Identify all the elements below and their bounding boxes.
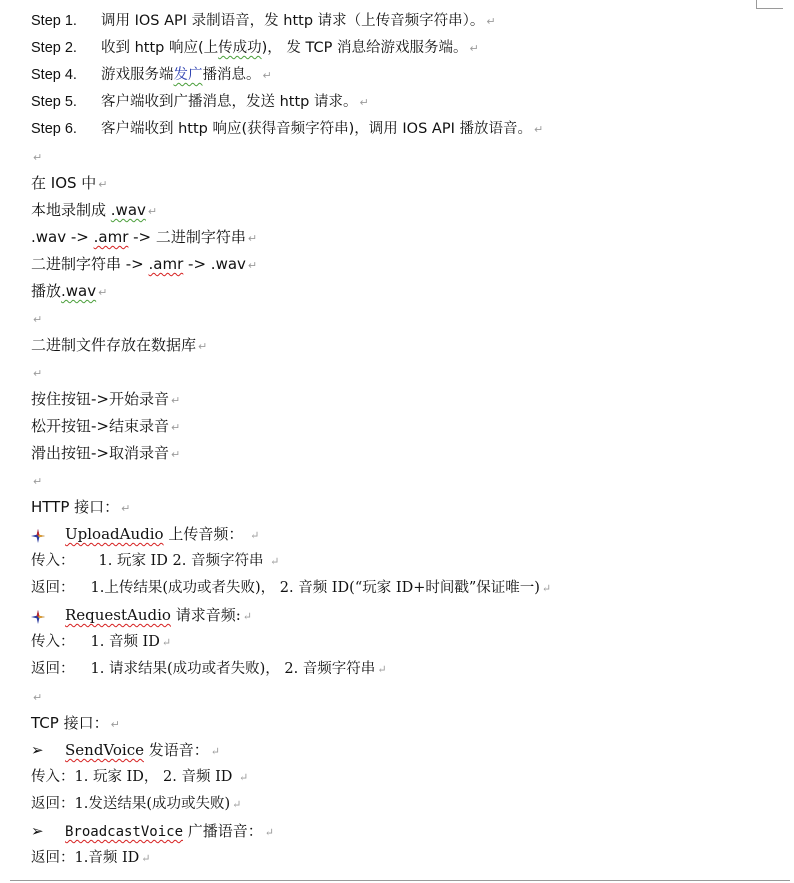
empty-paragraph xyxy=(31,683,791,710)
ios-play-line xyxy=(31,278,791,305)
step-text: 调用 IOS API 录制语音，发 http 请求（上传音频字符串）。 xyxy=(101,13,485,29)
step-text: 收到 http 响应(上 xyxy=(101,40,219,56)
broadcast-output-text: 返回：1.音频 ID xyxy=(31,850,140,866)
paragraph-mark-icon: ↵ xyxy=(147,205,158,218)
request-output-line xyxy=(31,656,791,683)
tcp-title xyxy=(31,710,791,737)
step-text: 游戏服务端 xyxy=(101,67,174,83)
paragraph-mark-icon: ↵ xyxy=(541,582,552,595)
paragraph-mark-icon: ↵ xyxy=(33,475,43,488)
paragraph-mark-icon: ↵ xyxy=(486,15,496,28)
step-number: Step 1. xyxy=(31,13,77,29)
step-number: Step 2. xyxy=(31,40,77,56)
send-voice-name: SendVoice xyxy=(65,741,144,759)
button-behavior-3 xyxy=(31,440,791,467)
paragraph-mark-icon: ↵ xyxy=(247,259,258,272)
step-line-5 xyxy=(31,89,791,116)
http-title-text: HTTP 接口： xyxy=(31,498,120,516)
paragraph-mark-icon: ↵ xyxy=(247,232,258,245)
paragraph-mark-icon: ↵ xyxy=(33,367,43,380)
paragraph-mark-icon: ↵ xyxy=(239,771,249,784)
arrowhead-bullet-icon: ➢ xyxy=(31,741,44,759)
tcp-broadcast-heading xyxy=(31,818,791,845)
paragraph-mark-icon: ↵ xyxy=(262,69,272,82)
paragraph-mark-icon: ↵ xyxy=(250,529,260,542)
send-input-line xyxy=(31,764,791,791)
tcp-send-heading xyxy=(31,737,791,764)
output-label: 返回： xyxy=(31,580,75,596)
ios-record-ext: .wav xyxy=(110,201,146,219)
upload-audio-desc: 上传音频： xyxy=(163,525,249,543)
ios-convert-text: 二进制字符串 -> xyxy=(31,255,149,273)
document-body[interactable] xyxy=(31,8,791,872)
ios-convert-amr: .amr xyxy=(148,255,184,273)
paragraph-mark-icon: ↵ xyxy=(469,42,479,55)
upload-output-line xyxy=(31,575,791,602)
http-upload-heading xyxy=(31,521,791,548)
ios-convert-line-2 xyxy=(31,251,791,278)
request-audio-desc: 请求音频: xyxy=(170,606,241,624)
paragraph-mark-icon: ↵ xyxy=(242,610,253,623)
step-text: 客户端收到 http 响应(获得音频字符串)，调用 IOS API 播放语音。 xyxy=(101,121,532,137)
http-title xyxy=(31,494,791,521)
paragraph-mark-icon: ↵ xyxy=(270,555,280,568)
send-output-text: 返回：1.发送结果(成功或失败) xyxy=(31,796,231,812)
step-line-2 xyxy=(31,35,791,62)
empty-paragraph xyxy=(31,305,791,332)
ios-convert-text: -> 二进制字符串 xyxy=(128,228,246,246)
ios-title-text: 在 IOS 中 xyxy=(31,174,97,192)
http-request-heading xyxy=(31,602,791,629)
send-output-line xyxy=(31,791,791,818)
upload-input-line xyxy=(31,548,791,575)
empty-paragraph xyxy=(31,359,791,386)
storage-text: 二进制文件存放在数据库 xyxy=(31,336,197,354)
paragraph-mark-icon: ↵ xyxy=(264,826,275,839)
ios-record-line xyxy=(31,197,791,224)
paragraph-mark-icon: ↵ xyxy=(377,663,387,676)
step-text-flagged: 传成功 xyxy=(218,40,262,56)
ios-convert-text: -> .wav xyxy=(183,255,246,273)
paragraph-mark-icon: ↵ xyxy=(110,718,120,731)
paragraph-mark-icon: ↵ xyxy=(33,151,43,164)
send-voice-desc: 发语音： xyxy=(143,741,209,759)
step-text: 播消息。 xyxy=(202,67,261,83)
request-output-text: 1. 请求结果(成功或者失败)， 2. 音频字符串 xyxy=(90,661,376,677)
ios-play-text: 播放 xyxy=(31,282,62,300)
paragraph-mark-icon: ↵ xyxy=(170,448,181,461)
input-label: 传入： xyxy=(31,634,75,650)
ios-record-text: 本地录制成 xyxy=(31,201,111,219)
upload-audio-name: UploadAudio xyxy=(65,525,164,543)
four-point-star-icon xyxy=(31,603,65,630)
paragraph-mark-icon: ↵ xyxy=(359,96,369,109)
step-number: Step 4. xyxy=(31,67,77,83)
paragraph-mark-icon: ↵ xyxy=(232,798,242,811)
request-audio-name: RequestAudio xyxy=(65,606,171,624)
paragraph-mark-icon: ↵ xyxy=(533,123,544,136)
storage-line xyxy=(31,332,791,359)
step-text-flagged: 发广 xyxy=(173,67,203,83)
output-label: 返回： xyxy=(31,661,75,677)
empty-paragraph xyxy=(31,467,791,494)
paragraph-mark-icon: ↵ xyxy=(161,636,172,649)
request-input-line xyxy=(31,629,791,656)
arrowhead-bullet-icon: ➢ xyxy=(31,822,44,840)
broadcast-output-line xyxy=(31,845,791,872)
upload-input-text: 1. 玩家 ID 2. 音频字符串 xyxy=(98,553,269,569)
paragraph-mark-icon: ↵ xyxy=(98,286,108,299)
ios-title xyxy=(31,170,791,197)
input-label: 传入： xyxy=(31,553,75,569)
tcp-title-text: TCP 接口： xyxy=(31,714,109,732)
request-input-text: 1. 音频 ID xyxy=(90,634,160,650)
paragraph-mark-icon: ↵ xyxy=(121,502,131,515)
paragraph-mark-icon: ↵ xyxy=(210,745,220,758)
ios-convert-text: .wav -> xyxy=(31,228,94,246)
upload-output-text: 1.上传结果(成功或者失败)， 2. 音频 ID(“玩家 ID+时间戳”保证唯一) xyxy=(90,580,540,596)
paragraph-mark-icon: ↵ xyxy=(141,852,151,865)
step-line-1 xyxy=(31,8,791,35)
four-point-star-icon xyxy=(31,522,65,549)
ios-play-ext: .wav xyxy=(61,282,97,300)
button-behavior-2 xyxy=(31,413,791,440)
button-behavior-1 xyxy=(31,386,791,413)
step-line-6 xyxy=(31,116,791,143)
button-behavior-text: 滑出按钮->取消录音 xyxy=(31,444,169,462)
button-behavior-text: 松开按钮->结束录音 xyxy=(31,417,169,435)
ios-convert-line-1 xyxy=(31,224,791,251)
ios-convert-amr: .amr xyxy=(93,228,129,246)
paragraph-mark-icon: ↵ xyxy=(33,313,43,326)
step-text: )， 发 TCP 消息给游戏服务端。 xyxy=(261,40,468,56)
paragraph-mark-icon: ↵ xyxy=(170,421,181,434)
page-bottom-border xyxy=(10,880,790,881)
step-line-4 xyxy=(31,62,791,89)
paragraph-mark-icon: ↵ xyxy=(98,178,108,191)
broadcast-voice-name: BroadcastVoice xyxy=(65,824,184,840)
paragraph-mark-icon: ↵ xyxy=(198,340,208,353)
send-input-text: 传入：1. 玩家 ID， 2. 音频 ID xyxy=(31,769,238,785)
broadcast-voice-desc: 广播语音： xyxy=(183,822,263,840)
step-number: Step 5. xyxy=(31,94,77,110)
step-text: 客户端收到广播消息，发送 http 请求。 xyxy=(101,94,358,110)
step-number: Step 6. xyxy=(31,121,77,137)
paragraph-mark-icon: ↵ xyxy=(33,691,43,704)
paragraph-mark-icon: ↵ xyxy=(170,394,181,407)
button-behavior-text: 按住按钮->开始录音 xyxy=(31,390,169,408)
empty-paragraph xyxy=(31,143,791,170)
